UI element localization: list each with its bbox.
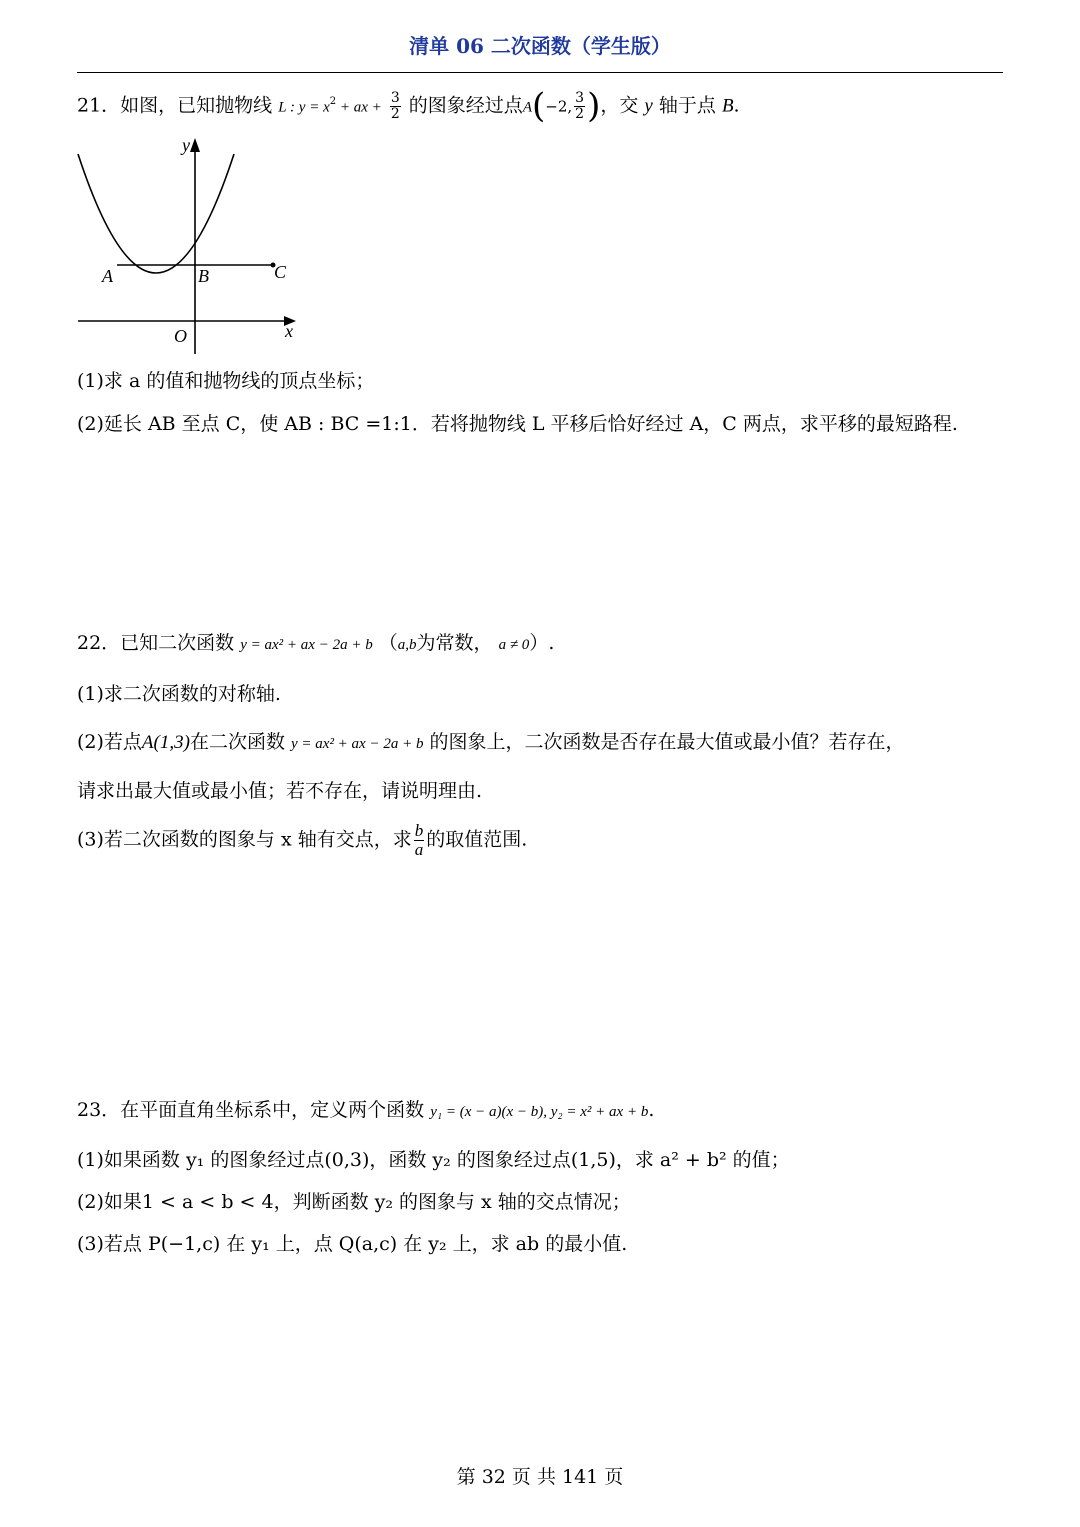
- q21-point-inner: −2,: [545, 97, 573, 116]
- label-c: C: [274, 262, 287, 282]
- q21-formula-mid: + ax +: [336, 99, 382, 116]
- q23-part3: (3)若点 P(−1,c) 在 y₁ 上，点 Q(a,c) 在 y₂ 上，求 ab 的最小值.: [77, 1233, 628, 1255]
- q22-line1: 22．已知二次函数 y = ax² + ax − 2a + b （a,b为常数， a ≠ 0）.: [77, 632, 555, 654]
- q23-intro: 23．在平面直角坐标系中，定义两个函数: [77, 1099, 425, 1121]
- label-b: B: [198, 266, 209, 286]
- parabola-curve: [78, 154, 234, 273]
- q23-line1: 23．在平面直角坐标系中，定义两个函数 y₁ = (x − a)(x − b), y₂ = x² + ax + b.: [77, 1099, 655, 1121]
- q22-ratio: $\frac{b}{a}$: [414, 821, 424, 859]
- q23-part1: (1)如果函数 y₁ 的图象经过点(0,3)，函数 y₂ 的图象经过点(1,5)，求 a² + b² 的值；: [77, 1149, 790, 1171]
- q22-part3: (3)若二次函数的图象与 x 轴有交点，求 $\frac{b}{a}$ 的取值范围.: [77, 821, 528, 859]
- q21-part2: (2)延长 AB 至点 C，使 AB : BC =1:1．若将抛物线 L 平移后恰好经过 A，C 两点，求平移的最短路程.: [77, 413, 958, 435]
- q21-part1: (1)求 a 的值和抛物线的顶点坐标；: [77, 370, 375, 392]
- label-o: O: [174, 326, 187, 346]
- q21-b: B: [721, 95, 734, 117]
- q21-point-frac: $\frac{3}{2}$: [575, 90, 585, 122]
- q21-intro: 21．如图，已知抛物线: [77, 94, 273, 117]
- q22-formula: y = ax² + ax − 2a + b: [240, 637, 373, 653]
- parabola-figure: [70, 132, 310, 357]
- q21-text-c: ，交: [600, 94, 639, 117]
- label-a: A: [102, 266, 113, 286]
- q21-formula-lhs: L : y = x: [278, 99, 330, 116]
- q21-point-a: A: [522, 99, 532, 116]
- label-x: x: [285, 321, 293, 341]
- page-header-title: 清单 06 二次函数（学生版）: [409, 34, 671, 58]
- q23-part2: (2)如果1 < a < b < 4，判断函数 y₂ 的图象与 x 轴的交点情况；: [77, 1191, 631, 1213]
- q22-intro: 22．已知二次函数: [77, 632, 235, 654]
- q22-ne: a ≠ 0: [498, 637, 530, 653]
- q21-line1: 21．如图，已知抛物线 L : $y = x^2$ + ax + $\frac{3}{2}$ 的图象经过点A(−2, $\frac{3}{2}$ )，交 y 轴于点 B.: [77, 86, 740, 126]
- q22-formula-2: y = ax² + ax − 2a + b: [291, 736, 424, 752]
- q21-y: y: [644, 95, 653, 117]
- q22-ab: a,b: [397, 637, 417, 653]
- label-y: y: [182, 135, 190, 155]
- q22-part1: (1)求二次函数的对称轴.: [77, 683, 281, 705]
- q23-functions: y₁ = (x − a)(x − b), y₂ = x² + ax + b: [430, 1104, 649, 1120]
- q21-exp: 2: [329, 96, 337, 108]
- q21-text-d: 轴于点: [658, 94, 716, 117]
- header-rule: [77, 72, 1003, 73]
- q22-point: A(1,3): [141, 732, 190, 753]
- q21-text-b: 的图象经过点: [408, 94, 523, 117]
- page-footer: 第 32 页 共 141 页: [456, 1466, 624, 1488]
- y-arrow: [190, 138, 200, 152]
- q21-fraction: $\frac{3}{2}$: [390, 90, 400, 122]
- q22-part2-line2: 请求出最大值或最小值；若不存在，请说明理由.: [77, 780, 483, 802]
- q22-part2-line1: (2)若点A(1,3)在二次函数 y = ax² + ax − 2a + b 的图象上，二次函数是否存在最大值或最小值？若存在，: [77, 731, 905, 753]
